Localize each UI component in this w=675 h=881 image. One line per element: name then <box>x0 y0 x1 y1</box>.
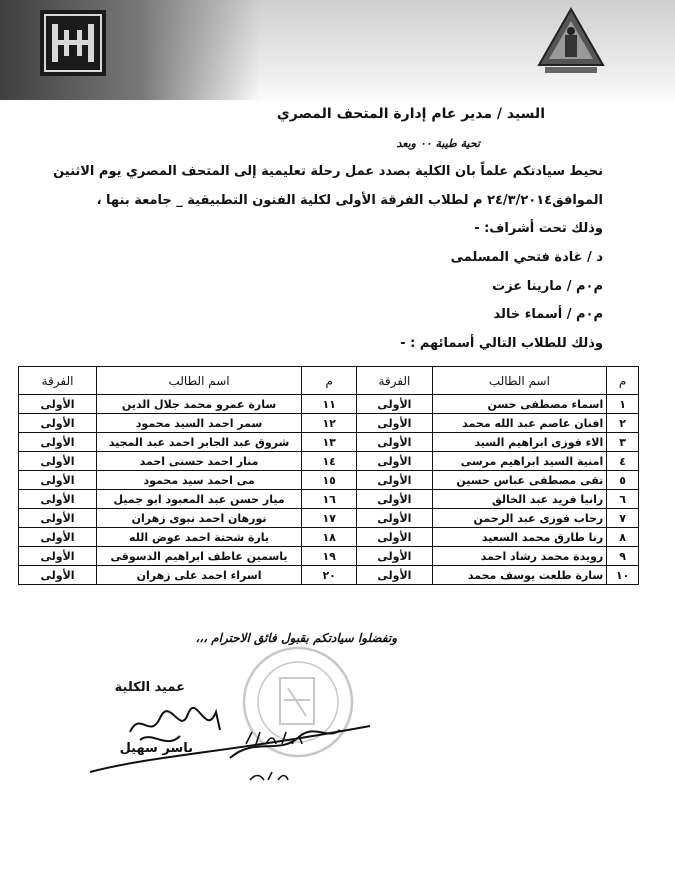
student-year: الأولى <box>357 528 432 547</box>
row-number: ١٥ <box>302 471 357 490</box>
row-number: ٩ <box>607 547 639 566</box>
body-line-1: نحيط سيادتكم علماً بان الكلية بصدد عمل رحلة تعليمية إلى المتحف المصري يوم الاثنين <box>53 164 603 179</box>
student-year: الأولى <box>19 490 97 509</box>
student-year: الأولى <box>19 414 97 433</box>
row-number: ١١ <box>302 395 357 414</box>
table-row <box>19 528 639 547</box>
student-name: الاء فوزى ابراهيم السيد <box>432 433 607 452</box>
supervisor-3: م٠م / أسماء خالد <box>493 307 603 322</box>
student-name: اسراء احمد على زهران <box>97 566 302 585</box>
student-name: سارة عمرو محمد جلال الدين <box>97 395 302 414</box>
official-stamp <box>244 648 352 756</box>
supervisor-1: د / غادة فتحي المسلمى <box>450 250 603 265</box>
student-year: الأولى <box>357 509 432 528</box>
faculty-logo <box>40 10 106 76</box>
greeting: تحية طيبة ٠٠ وبعد <box>396 137 480 150</box>
university-logo <box>535 5 607 77</box>
row-number: ٤ <box>607 452 639 471</box>
row-number: ١٩ <box>302 547 357 566</box>
student-year: الأولى <box>19 566 97 585</box>
student-name: افنان عاصم عبد الله محمد <box>432 414 607 433</box>
dean-title: عميد الكلية <box>114 680 185 695</box>
student-name: اسماء مصطفى حسن <box>432 395 607 414</box>
header-year: الفرقة <box>19 367 97 395</box>
student-name: تقى مصطفى عباس حسين <box>432 471 607 490</box>
dean-signature <box>90 708 370 772</box>
student-name: يارة شحتة احمد عوض الله <box>97 528 302 547</box>
student-name: رويدة محمد رشاد احمد <box>432 547 607 566</box>
supervisor-2: م٠م / مارينا عزت <box>492 279 603 294</box>
student-year: الأولى <box>19 547 97 566</box>
row-number: ١ <box>607 395 639 414</box>
row-number: ٥ <box>607 471 639 490</box>
student-year: الأولى <box>357 547 432 566</box>
student-year: الأولى <box>357 414 432 433</box>
table-row <box>19 433 639 452</box>
student-year: الأولى <box>19 509 97 528</box>
student-year: الأولى <box>357 566 432 585</box>
student-name: سارة طلعت يوسف محمد <box>432 566 607 585</box>
body-line-2: الموافق٢٤/٣/٢٠١٤ م لطلاب الفرقة الأولى لكلية الفنون التطبيقية _ جامعة بنها ، <box>96 193 603 208</box>
row-number: ١٨ <box>302 528 357 547</box>
row-number: ٦ <box>607 490 639 509</box>
row-number: ١٧ <box>302 509 357 528</box>
student-name: امنية السيد ابراهيم مرسى <box>432 452 607 471</box>
student-year: الأولى <box>19 433 97 452</box>
student-name: مى احمد سيد محمود <box>97 471 302 490</box>
row-number: ١٠ <box>607 566 639 585</box>
student-name: ميار حسن عبد المعبود ابو جميل <box>97 490 302 509</box>
table-row <box>19 414 639 433</box>
table-row <box>19 395 639 414</box>
students-table-body <box>19 395 639 585</box>
student-name: رانيا فريد عبد الخالق <box>432 490 607 509</box>
student-year: الأولى <box>357 395 432 414</box>
closing-line: وتفضلوا سيادتكم بقبول فائق الاحترام ،،، <box>195 631 397 645</box>
student-year: الأولى <box>357 433 432 452</box>
table-row <box>19 452 639 471</box>
table-row <box>19 471 639 490</box>
row-number: ١٣ <box>302 433 357 452</box>
header-num: م <box>302 367 357 395</box>
table-row <box>19 509 639 528</box>
student-year: الأولى <box>19 395 97 414</box>
student-name: رحاب فوزى عبد الرحمن <box>432 509 607 528</box>
student-name: منار احمد حسنى احمد <box>97 452 302 471</box>
student-year: الأولى <box>357 452 432 471</box>
table-row <box>19 547 639 566</box>
header-student-name: اسم الطالب <box>432 367 607 395</box>
student-year: الأولى <box>19 452 97 471</box>
table-header-row <box>19 367 639 395</box>
table-row <box>19 566 639 585</box>
supervision-intro: وذلك تحت أشراف: - <box>474 221 603 236</box>
header-year: الفرقة <box>357 367 432 395</box>
row-number: ٢ <box>607 414 639 433</box>
dean-name: ياسر سهيل <box>119 741 193 756</box>
student-year: الأولى <box>19 528 97 547</box>
addressee: السيد / مدير عام إدارة المتحف المصري <box>276 106 545 122</box>
student-name: رنا طارق محمد السعيد <box>432 528 607 547</box>
row-number: ٢٠ <box>302 566 357 585</box>
student-year: الأولى <box>357 490 432 509</box>
table-row <box>19 490 639 509</box>
row-number: ١٤ <box>302 452 357 471</box>
students-table <box>18 366 639 585</box>
student-year: الأولى <box>357 471 432 490</box>
signature-stamp-graphic <box>70 640 390 790</box>
row-number: ١٦ <box>302 490 357 509</box>
student-name: سمر احمد السيد محمود <box>97 414 302 433</box>
letterhead-shadow <box>0 0 260 100</box>
student-name: شروق عبد الجابر احمد عبد المجيد <box>97 433 302 452</box>
students-intro: وذلك للطلاب التالي أسمائهم : - <box>400 336 603 351</box>
row-number: ٧ <box>607 509 639 528</box>
row-number: ٣ <box>607 433 639 452</box>
student-year: الأولى <box>19 471 97 490</box>
row-number: ١٢ <box>302 414 357 433</box>
student-name: ياسمين عاطف ابراهيم الدسوقى <box>97 547 302 566</box>
header-num: م <box>607 367 639 395</box>
row-number: ٨ <box>607 528 639 547</box>
header-student-name: اسم الطالب <box>97 367 302 395</box>
student-name: نورهان احمد نبوى زهران <box>97 509 302 528</box>
